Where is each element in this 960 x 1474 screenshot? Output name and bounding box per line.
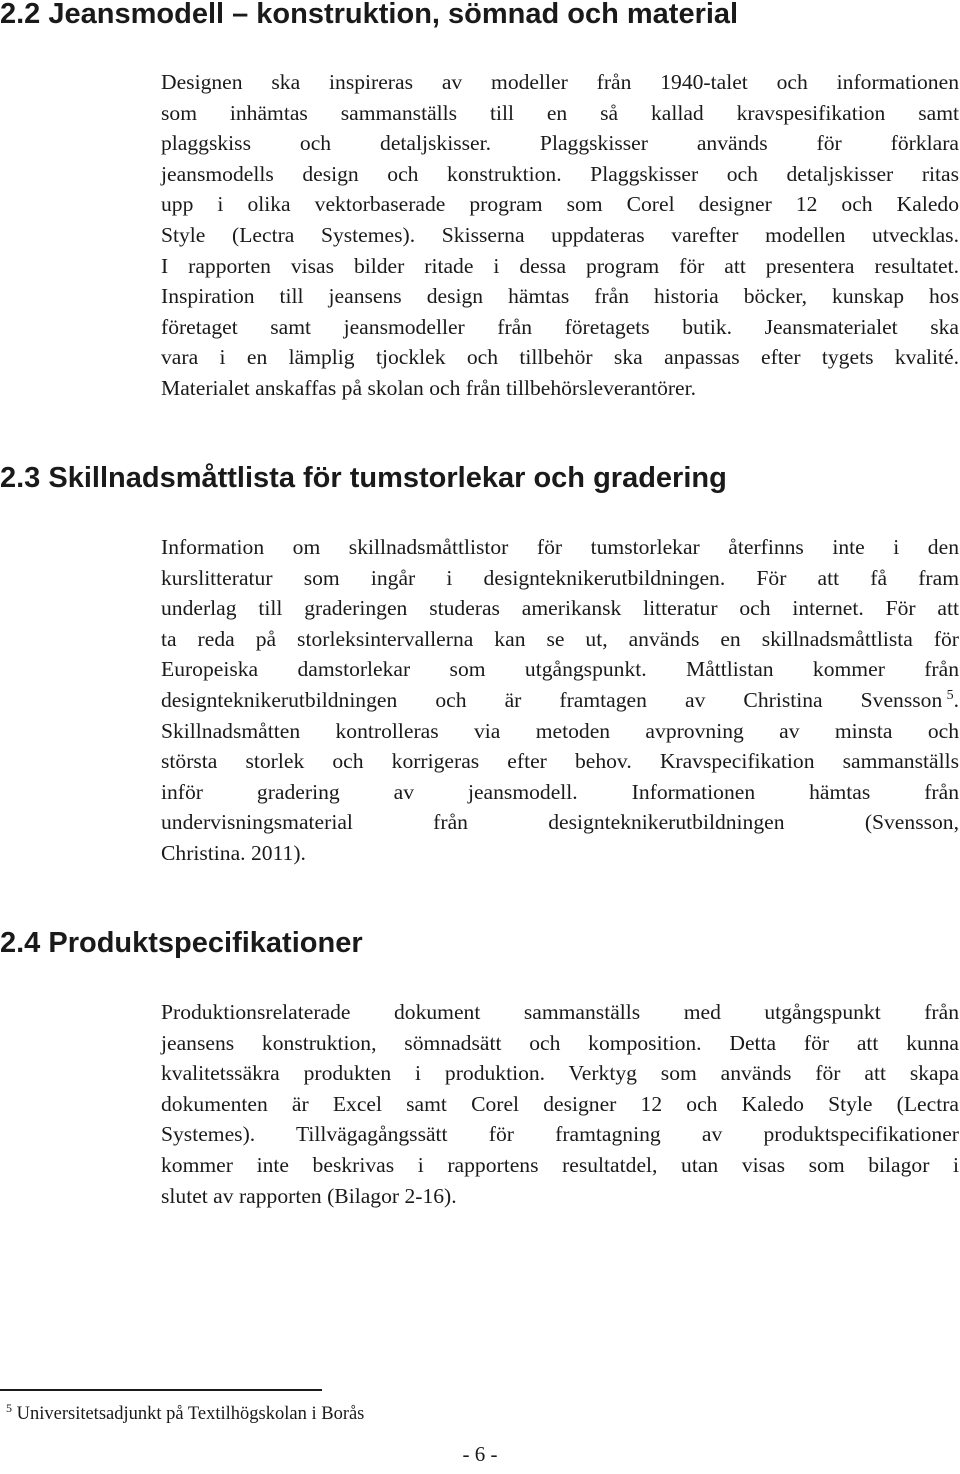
text-line: vara i en lämplig tjocklek och tillbehör ska anpassas efter tygets kvalité. [161, 345, 959, 370]
text-line: jeansens konstruktion, sömnadsätt och komposition. Detta för att kunna [161, 1030, 959, 1055]
text-line: Information om skillnadsmåttlistor för tumstorlekar återfinns inte i den [161, 535, 959, 559]
section-2-3-body [161, 532, 959, 869]
text-line: företaget samt jeansmodeller från företagets butik. Jeansmaterialet ska [161, 314, 959, 339]
section-heading-2-2: 2.2 Jeansmodell – konstruktion, sömnad och material [0, 0, 739, 30]
text-line: upp i olika vektorbaserade program som Corel designer 12 och Kaledo [161, 192, 959, 217]
text-line: plaggskiss och detaljskisser. Plaggskisser används för förklara [161, 131, 959, 156]
text-line: Materialet anskaffas på skolan och från tillbehörsleverantörer. [161, 375, 697, 400]
text-line: Designen ska inspireras av modeller från 1940-talet och informationen [161, 70, 959, 94]
text-line: Christina. 2011). [161, 840, 306, 865]
text-line: Style (Lectra Systemes). Skisserna uppdateras varefter modellen utvecklas. [161, 222, 959, 247]
text-line: Inspiration till jeansens design hämtas från historia böcker, kunskap hos [161, 284, 959, 309]
text-line: ta reda på storleksintervallerna kan se ut, används en skillnadsmåttlista för [161, 626, 959, 651]
text-line: Systemes). Tillvägagångssätt för framtagning av produktspecifikationer [161, 1122, 959, 1147]
text-line: kurslitteratur som ingår i designteknikerutbildningen. För att få fram [161, 565, 959, 590]
text-line: största storlek och korrigeras efter behov. Kravspecifikation sammanställs [161, 749, 959, 774]
text-line: Europeiska damstorlekar som utgångspunkt. Måttlistan kommer från [161, 657, 959, 682]
section-2-2-body [161, 67, 959, 404]
text-line: jeansmodells design och konstruktion. Plaggskisser och detaljskisser ritas [161, 161, 959, 186]
footnote [6, 1402, 364, 1426]
text-line: dokumenten är Excel samt Corel designer 12 och Kaledo Style (Lectra [161, 1091, 959, 1116]
footnote-ref-punctuation: . [953, 687, 959, 712]
text-line-with-footnote [161, 685, 959, 716]
footnote-reference: 5 [946, 687, 954, 703]
footnote-text: Universitetsadjunkt på Textilhögskolan i Borås [16, 1404, 365, 1424]
text-line: Produktionsrelaterade dokument sammanställs med utgångspunkt från [161, 1000, 959, 1024]
text-line: underlag till graderingen studeras amerikansk litteratur och internet. För att [161, 596, 959, 621]
page-number: - 6 - [462, 1442, 498, 1466]
section-heading-2-4: 2.4 Produktspecifikationer [0, 927, 363, 959]
text-line: inför gradering av jeansmodell. Informationen hämtas från [161, 779, 959, 804]
text-line: kvalitetssäkra produkten i produktion. Verktyg som används för att skapa [161, 1061, 959, 1086]
footnote-number: 5 [6, 1400, 12, 1415]
text-line: Skillnadsmåtten kontrolleras via metoden avprovning av minsta och [161, 718, 959, 743]
text-line: undervisningsmaterial från designteknikerutbildningen (Svensson, [161, 810, 959, 835]
text-line: I rapporten visas bilder ritade i dessa program för att presentera resultatet. [161, 253, 959, 278]
text-line: kommer inte beskrivas i rapportens resultatdel, utan visas som bilagor i [161, 1152, 959, 1177]
footnote-separator [0, 1389, 322, 1391]
text-segment: designteknikerutbildningen och är framtagen av Christina Svensson [161, 687, 943, 712]
section-heading-2-3: 2.3 Skillnadsmåttlista för tumstorlekar och gradering [0, 462, 727, 494]
text-line: som inhämtas sammanställs till en så kallad kravspesifikation samt [161, 100, 959, 125]
section-2-4-body [161, 997, 959, 1211]
text-line: slutet av rapporten (Bilagor 2-16). [161, 1183, 457, 1208]
